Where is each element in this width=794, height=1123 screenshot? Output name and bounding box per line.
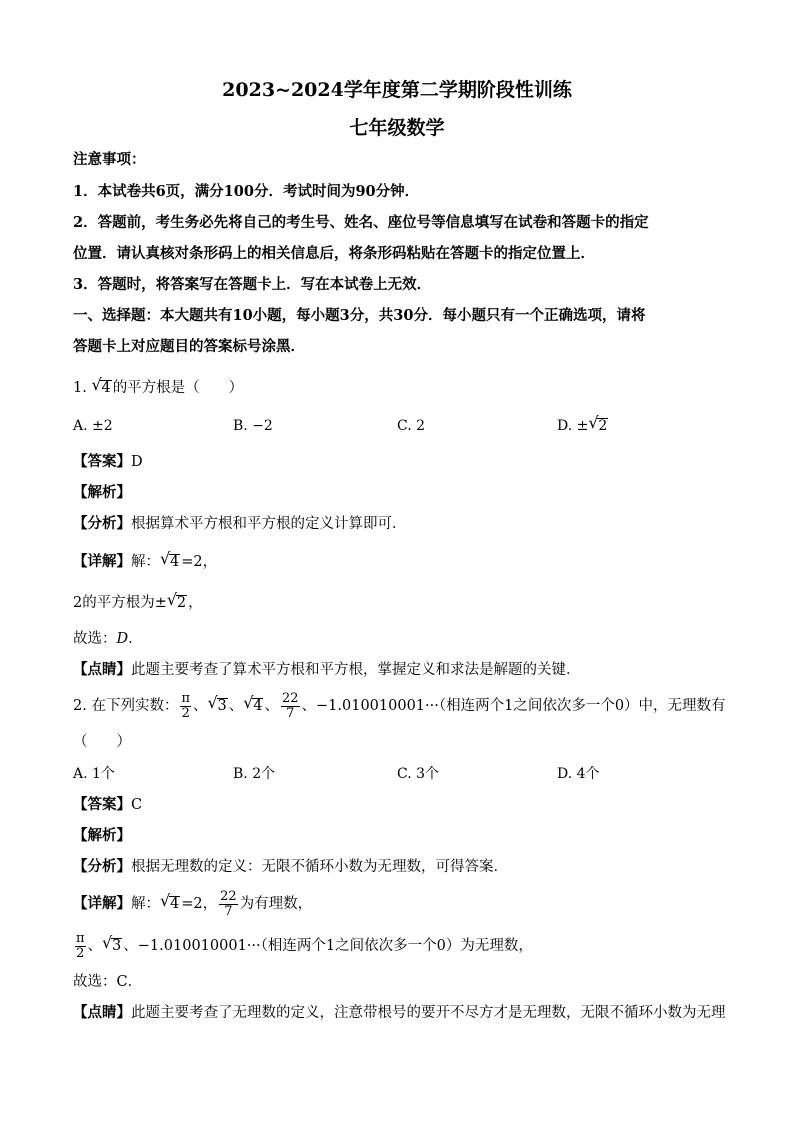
- answer-line: 【答案】D: [73, 453, 143, 470]
- option-c: C. 2: [397, 418, 426, 434]
- notice-item: 位置．请认真核对条形码上的相关信息后，将条形码粘贴在答题卡的指定位置上．: [73, 245, 595, 262]
- analysis-label: 【解析】: [73, 827, 131, 844]
- option-a: A. ±2: [73, 418, 113, 434]
- option-b: B. 2个: [233, 766, 276, 782]
- comment-line: 【点睛】此题主要考查了无理数的定义，注意带根号的要开不尽方才是无理数，无限不循环小数为无理: [73, 1004, 726, 1021]
- detail-line-2: $\frac{\pi}{2}$ 、 √ 3 、−1.010010001···（相连两个1之间依次多一个0）为无理数，: [76, 930, 533, 961]
- comment-line: 【点睛】此题主要考查了算术平方根和平方根，掌握定义和求法是解题的关键．: [73, 661, 581, 678]
- question-1-stem: [73, 375, 244, 397]
- option-c: C. 3个: [397, 766, 440, 782]
- sqrt-expression: √ 4: [91, 375, 111, 396]
- option-d: D. 4个: [557, 766, 600, 782]
- page-subtitle: 七年级数学: [349, 117, 445, 139]
- answer-line: 【答案】C: [73, 796, 143, 813]
- choice-line: 故选：D．: [73, 631, 143, 647]
- question-2-stem: 2. 在下列实数： $\frac{\pi}{2}$ 、 √ 3 、 √ 4 、 $\frac{22}{7}$ 、−1.010010001···（相连两个1之间依次多一个0）中，无理数有: [73, 690, 726, 721]
- question-number: 1.: [73, 380, 87, 396]
- detail-line: 【详解】解： √ 4 =2， $\frac{22}{7}$ 为有理数，: [73, 888, 313, 919]
- fenxi-line: 【分析】根据无理数的定义：无限不循环小数为无理数，可得答案．: [73, 858, 508, 875]
- question-text: 的平方根是（ ）: [112, 380, 244, 396]
- fenxi-line: 【分析】根据算术平方根和平方根的定义计算即可．: [73, 515, 407, 532]
- option-b: B. −2: [233, 418, 273, 434]
- option-d: D. ± √ 2: [557, 413, 608, 434]
- notice-item: 2．答题前，考生务必先将自己的考生号、姓名、座位号等信息填写在试卷和答题卡的指定: [73, 214, 649, 231]
- notice-item: 1．本试卷共6页，满分100分．考试时间为90分钟．: [73, 183, 420, 200]
- section-heading: 一、选择题：本大题共有10小题，每小题3分，共30分．每小题只有一个正确选项，请将: [73, 307, 646, 324]
- analysis-label: 【解析】: [73, 484, 131, 501]
- notice-heading: 注意事项：: [73, 151, 146, 168]
- detail-line-2: 2的平方根为± √ 2 ，: [73, 590, 203, 611]
- notice-item: 3．答题时，将答案写在答题卡上．写在本试卷上无效．: [73, 276, 432, 293]
- option-a: A. 1个: [73, 766, 115, 782]
- page-title: 2023~2024学年度第二学期阶段性训练: [222, 79, 572, 101]
- question-2-paren: （ ）: [73, 734, 131, 750]
- detail-line: 【详解】解： √ 4 =2，: [73, 549, 218, 570]
- section-heading-cont: 答题卡上对应题目的答案标号涂黑．: [73, 338, 305, 355]
- choice-line: 故选：C．: [73, 974, 143, 990]
